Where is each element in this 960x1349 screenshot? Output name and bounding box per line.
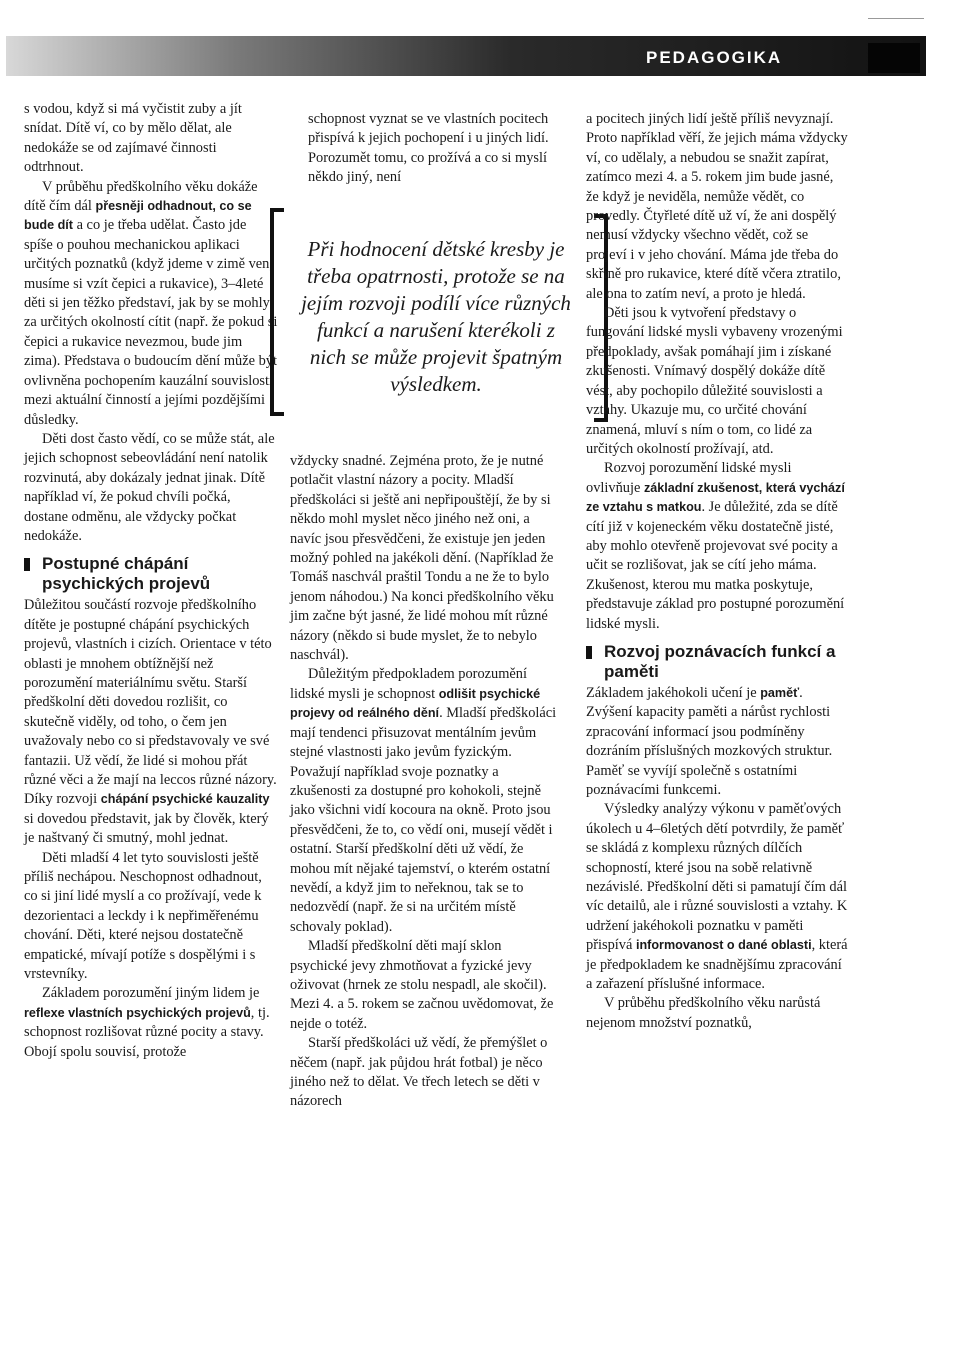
header-end-block [868,43,920,73]
col3-p3-text-c: . Je důležité, zda se dítě cítí již v kojeneckém věku dostatečně jisté, aby mohlo otevřeně projevovat své pocity a učit se rozlišovat, jak se cítí jeho máma. Zkušenost, kterou mu matka poskytuje, představuje základ pro postupné porozumění lidské mysli. [586,499,845,632]
col1-paragraph-6 [24,984,278,1062]
col3-p4-text-a: Základem jakéhokoli učení je [586,684,761,701]
col1-p2-text-c: a co je třeba udělat. Často jde spíše o pouhou mechanickou aplikaci určitých poznatků (když jdeme v zimě ven, musíme si vzít čepici a rukavice), 3–4leté děti si jen těžko představí, jak by se mohly za určitých okolností cítit (např. že pokud si čepici a rukavice nevezmou, bude jim zima). Představa o budoucím dění může být ovlivněna pochopením kauzální souvislosti mezi aktuální činností a jejími pozdějšími důsledky. [24,217,278,428]
col3-paragraph-4 [586,684,848,800]
column-3 [586,110,848,1033]
col2-paragraph-2 [290,665,562,937]
col1-p4b-text-a: Díky rozvoji [24,791,101,808]
subheading-psychic-projections [24,554,278,594]
col3-p5-text-a: Výsledky analýzy výkonu v paměťových úkolech u 4–6letých dětí potvrdily, že paměť se skládá z komplexu různých dílčích schopností, které jsou na sobě relativně nezávislé. Předškolní děti si pamatují čím dál víc detailů, ale i různé souvislosti a vztahy. K udržení jakéhokoli poznatku v paměti přispívá [586,801,848,954]
col1-paragraph-5: Děti mladší 4 let tyto souvislosti ještě příliš nechápou. Neschopnost odhadnout, co si jiní lidé myslí a co prožívají, vede k dezorientaci a leckdy i k nepřiměřenému chování. Děti, které nejsou dostatečně empatické, mívají potíže s dospělými i s vrstevníky. [24,849,262,983]
col3-p3-text-a: Rozvoj porozumění lidské mysli ovlivňuje [586,460,792,496]
col1-p6-text-a: Základem porozumění jiným lidem je [42,985,260,1002]
col3-paragraph-5 [586,800,848,994]
column-2 [290,452,562,1112]
col3-p4-bold: paměť [760,685,800,700]
pullquote-left-bracket [270,208,284,416]
col1-p2-text-a: V průběhu předškolního věku dokáže dítě čím dál [24,178,258,215]
col1-p4b-text-c: si dovedou představit, jak by člověk, který je naštvaný či smutný, mohl jednat. [24,810,269,847]
col3-paragraph-6: V průběhu předškolního věku narůstá nejenom množství poznatků, [586,995,821,1031]
col3-p5-bold: informovanost o dané oblasti [635,938,812,953]
section-label: PEDAGOGIKA [646,48,783,67]
pullquote: Při hodnocení dětské kresby je třeba opatrnosti, protože se na jejím rozvoji podílí více různých funkcí a narušení kterékoli z nich se může projevit špatným výsledkem. [301,237,571,396]
subheading-marker-icon [586,646,592,659]
col2-paragraph-3: Mladší předškolní děti mají sklon psychické jevy zhmotňovat a fyzické jevy oživovat (hrnek ze stolu nespadl, ale skočil). Mezi 4. a 5. rokem se začnou uvědomovat, že nejde o totéž. [290,938,554,1032]
subheading-text: Postupné chápání psychických projevů [42,554,211,594]
col3-p5-text-c: , která je předpokladem ke snadnějšímu zpracování a zařazení příslušné informace. [586,937,848,993]
col1-p6-text-c: , tj. schopnost rozlišovat různé pocity a stavy. Obojí spolu souvisí, protože [24,1004,270,1060]
col2-paragraph-4: Starší předškoláci už vědí, že přemýšlet o něčem (např. jak půjdou hrát fotbal) je něco jiného než to dělat. Ve třech letech se děti v názorech [290,1035,548,1110]
col1-p2-bold: přesněji odhadnout, co se bude dít [24,199,252,233]
col1-paragraph-2 [24,178,278,430]
col2-p2-bold: odlišit psychické projevy od reálného dění [290,686,541,721]
col1-p4-text: Důležitou součástí rozvoje předškolního dítěte je postupné chápání psychických projevů, vlastních i cizích. Orientace v této oblasti je mnohem obtížnější než porozumění materiálnímu světu. Starší předškolní děti dovedou rozlišit, co skutečně viděly, od toho, o čem jen uvažovaly nebo co si představovaly ve své fantazii. Už vědí, že lidé si mohou přát různé věci a že mají na leccos různé názory. [24,597,277,788]
col3-paragraph-1: a pocitech jiných lidí ještě příliš nevyznají. Proto například věří, že jejich máma vždycky ví, co udělaly, a nebudou se snažit zapírat, zatímco mezi 4. a 5. rokem jim bude jasné, že když je neviděla, nemůže vědět, co provedly. Čtyřleté dítě už ví, že ani dospělý nemusí vždycky všechno vědět, což se projeví i v jeho chování. Máma jde třeba do skříně pro rukavice, které dítě včera ztratilo, ale ona to zatím neví, a proto je hledá. [586,111,848,302]
col1-paragraph-3: Děti dost často vědí, co se může stát, ale jejich schopnost sebeovládání není natolik rozvinutá, aby dokázaly jednat jinak. Dítě například ví, že pokud chvíli počká, dostane odměnu, ale vždycky počkat nedokáže. [24,430,275,544]
col1-paragraph-1: s vodou, když si má vyčistit zuby a jít snídat. Dítě ví, co by mělo dělat, ale nedokáže se od zajímavé činnosti odtrhnout. [24,101,242,176]
col3-paragraph-3 [586,459,848,634]
col2-paragraph-1: vždycky snadné. Zejména proto, že je nutné potlačit vlastní názory a pocity. Mladší předškoláci si ještě ani nepřipouštějí, že by si někdo mohl myslet něco jiného než oni, a navíc jsou přesvědčeni, že existuje jen jeden možný pohled na jakékoli dění. (Například že Tomáš naschvál praštil Tondu a ne že to bylo jenom náhodou.) Na konci předškolního věku jim začne být jasné, že lidé mohou mít různé názory (někdo si bude myslet, že to nebylo naschvál). [290,453,554,664]
section-header-bar [6,36,926,76]
top-right-rule [868,18,924,19]
col2-p2-text-c: . Mladší předškoláci mají tendenci přisuzovat mentálním jevům stejné vlastnosti jako jevům fyzickým. Považují například svoje poznatky a zkušenosti za dostupné pro kohokoli, stejně jako všichni vidí kocoura na okně. Proto jsou přesvědčeni, že to, co vědí oni, musejí vědět i ostatní. Starší předškolní děti už vědí, že mohou mít nějaké tajemství, o kterém ostatní nevědí, a když jim to neřeknou, tak se to nedozvědí (např. že si na určitém místě schovaly poklad). [290,705,557,935]
col2-top-paragraph: schopnost vyznat se ve vlastních pocitech přispívá k jejich pochopení i u jiných lidí. Porozumět tomu, co prožívá a co si myslí někdo jiný, není [308,111,549,186]
column-1 [24,100,278,1062]
col3-p3-bold: základní zkušenost, která vychází ze vztahu s matkou [586,480,845,515]
col3-paragraph-2: Děti jsou k vytvoření představy o fungování lidské mysli vybaveny vrozenými předpoklady, avšak pomáhají jim i získané zkušenosti. Vnímavý dospělý dokáže dítě vést, aby pochopilo důležité souvislosti a vztahy. Ukazuje mu, co určité chování znamená, mluví s ním o tom, co lidé za určitých okolností prožívají, atd. [586,305,843,457]
col1-paragraph-4 [24,596,278,848]
col1-p4b-bold: chápání psychické kauzality [100,792,270,807]
col3-p4-text-c: . Zvýšení kapacity paměti a nárůst rychlosti zpracování informací jsou podmíněny dozráním příslušných mozkových struktur. Paměť se vyvíjí společně s ostatními poznávacími funkcemi. [586,684,833,798]
col2-p2-text-a: Důležitým předpokladem porozumění lidské mysli je schopnost [290,666,527,702]
subheading-text: Rozvoj poznávacích funkcí a paměti [604,641,836,681]
subheading-marker-icon [24,558,30,571]
column-2-top [308,110,570,188]
col1-p6-bold: reflexe vlastních psychických projevů [24,1005,251,1020]
subheading-cognitive-functions [586,642,848,682]
